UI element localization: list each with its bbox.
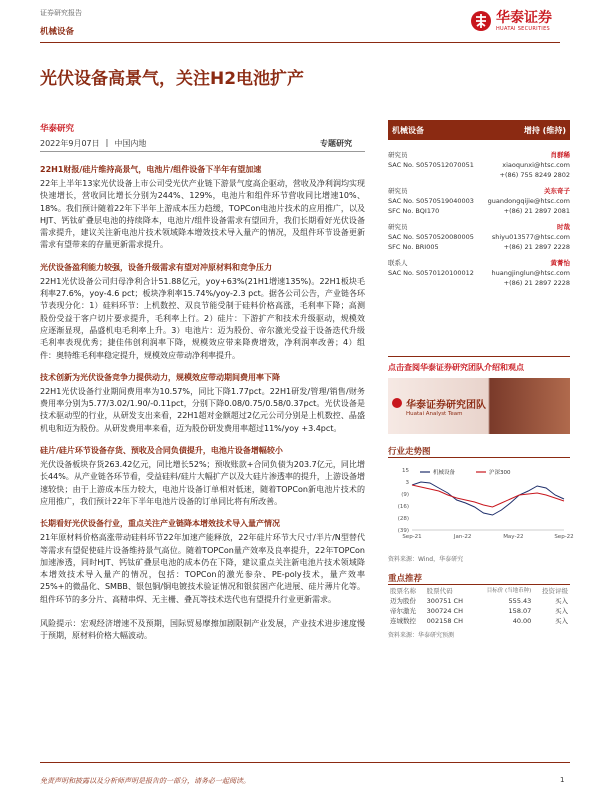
analyst-list xyxy=(388,150,570,288)
trend-divider xyxy=(388,457,570,458)
analyst-name: 黄菁怡 xyxy=(550,259,570,267)
picks-table xyxy=(388,586,570,626)
y-tick-label: 3 xyxy=(405,480,409,486)
analyst-name: 时哉 xyxy=(557,223,570,231)
picks-divider xyxy=(388,584,570,585)
section-body: 光伏设备板块存货263.42亿元，同比增长52%；预收账款+合同负债为203.7亿元，同比增长44%。从产业链各环节看，受益硅料/硅片大幅扩产以及大硅片渗透率的提升，上游设备增速较快；由于上游成本压力较大，电池片设备订单相对低迷，随着TOPCon新电池片技术的应用推广，我们预计22年下半年电池片设备的订单同比将有所改善。 xyxy=(40,460,365,506)
picks-header: 股票代码 xyxy=(426,587,453,595)
banner-title: 华泰证券研究团队 xyxy=(406,400,486,411)
stock-rating: 买入 xyxy=(555,607,568,615)
analyst-phone: +(86) 21 2897 2228 xyxy=(503,279,570,287)
x-tick-label: Sep-22 xyxy=(554,534,574,540)
picks-source: 资料来源：华泰研究预测 xyxy=(388,632,455,639)
trend-title: 行业走势图 xyxy=(388,447,431,457)
analyst-name: 关东奇子 xyxy=(544,187,570,195)
header-divider xyxy=(40,42,560,43)
banner-logo-icon xyxy=(392,398,402,408)
analyst-email[interactable]: shiyu013577@htsc.com xyxy=(491,233,570,241)
picks-header-row xyxy=(388,586,570,596)
stock-target: 158.07 xyxy=(508,607,532,615)
sector-rating: 增持 (维持) xyxy=(523,126,566,135)
date-line xyxy=(40,138,146,149)
team-banner[interactable] xyxy=(388,378,570,434)
stock-target: 40.00 xyxy=(512,617,532,625)
table-row[interactable] xyxy=(388,596,570,606)
y-tick-label: (9) xyxy=(401,492,409,498)
analyst-card xyxy=(388,150,570,180)
analyst-sfc: SFC No. BQI170 xyxy=(388,207,440,215)
company-logo xyxy=(470,10,552,32)
series-line-1 xyxy=(412,482,564,515)
footer-disclaimer: 免责声明和披露以及分析师声明是报告的一部分，请务必一起阅读。 xyxy=(40,777,250,785)
y-tick-label: (28) xyxy=(397,516,409,522)
stock-target: 555.43 xyxy=(508,597,532,605)
footer-divider xyxy=(40,762,570,763)
x-tick-label: Jan-22 xyxy=(453,534,472,540)
logo-text-cn: 华泰证券 xyxy=(496,9,552,26)
picks-header: 目标价 (当地币种) xyxy=(486,588,532,594)
y-tick-label: (39) xyxy=(397,528,409,534)
analyst-email[interactable]: xiaoqunxi@htsc.com xyxy=(502,161,570,169)
page-number: 1 xyxy=(560,776,565,784)
picks-header: 股票名称 xyxy=(390,587,416,595)
section-body: 21年原材料价格高涨带动硅料环节22年加速产能释放，22年硅片环节大尺寸/半片/N型替代等需求有望促使硅片设备维持景气高位。随着TOPCon量产效率及良率提升，22年TOPCon加速渗透，同时HJT、钙钛矿叠层电池的成本仍在下降，建议重点关注新电池片技术领域降本增效技术导入量产的情况，包括：TOPCon的激光参杂、PE-poly技术，量产效率25%+的微晶化、SMBB、银包铜/铜电镀技术验证情况和银贫困产化进展、硅片薄片化等。组件环节的多分片、高精串焊、无主栅、叠瓦等技术迭代也有望提升行业更新需求。 xyxy=(40,533,365,604)
x-tick-label: May-22 xyxy=(503,534,524,540)
table-row[interactable] xyxy=(388,606,570,616)
separator: | xyxy=(105,138,109,147)
section-3 xyxy=(40,372,365,435)
date-divider xyxy=(40,151,365,152)
analyst-email[interactable]: huangjinglun@htsc.com xyxy=(491,269,570,277)
analyst-name: 肖群稀 xyxy=(550,151,570,159)
section-1 xyxy=(40,164,365,252)
section-5 xyxy=(40,518,365,606)
huatai-logo-icon xyxy=(470,10,492,32)
section-body: 22年上半年13家光伏设备上市公司受光伏产业链下游景气度高企驱动，营收及净利润均实现快速增长，营收同比增长分别为244%、129%，电池片和组件环节营收同比增速10%、18%。我们预计随着22年下半年上游成本压力趋缓，TOPCon电池片技术的应用推广，以及HJT、钙钛矿叠层电池的持续降本，电池片/组件设备需求有望回升，我们长期看好光伏设备需求提升，建议关注新电池片技术领域降本增效技术导入量产的情况，及组件环节设备更新需求有望带来的存量更新需求提升。 xyxy=(40,179,365,250)
picks-title: 重点推荐 xyxy=(388,574,423,584)
x-tick-label: Sep-21 xyxy=(402,534,422,540)
analyst-phone: +(86) 21 2897 2081 xyxy=(503,207,570,215)
stock-name[interactable]: 帝尔激光 xyxy=(390,607,416,615)
promo-divider xyxy=(388,356,570,357)
analyst-role: 研究员 xyxy=(388,187,408,195)
y-tick-label: (16) xyxy=(397,504,409,510)
analyst-sac: SAC No. S0570519040003 xyxy=(388,197,474,205)
section-heading: 光伏设备盈利能力较强，设备升级需求有望对冲原材料和竞争压力 xyxy=(40,262,272,272)
section-body: 22H1光伏设备公司归母净利合计51.88亿元，yoy+63%(21H1增速135%)。22H1板块毛利率27.6%，yoy-4.6 pct；板块净利率15.74%/yoy-2.3 pct。据各公司公告，产业链各环节表现分化：1）硅料环节：上机数控、双良节能受制于硅料价格高涨，毛利率下降；高测股份受益于客户切片要求提升，毛利率上行。2）硅片：下游扩产和技术升级驱动，规模效应逐渐显现，晶盛机电毛利率上升。3）电池片：迈为股份、帝尔激光受益于设备迭代升级毛利率表现优秀；捷佳伟创利润率下降，规模效应带来降费增效，净利润率改善；4）组件：奥特维毛利率稳定提升，规模效应带动净利率提升。 xyxy=(40,276,365,360)
stock-code: 002158 CH xyxy=(426,617,463,625)
analyst-sac: SAC No. S0570120100012 xyxy=(388,269,474,277)
banner-subtitle: Huatai Analyst Team xyxy=(406,411,463,417)
analyst-card xyxy=(388,186,570,216)
analyst-sfc: SFC No. BRI005 xyxy=(388,243,439,251)
page-title: 光伏设备高景气，关注H2电池扩产 xyxy=(40,69,305,89)
stock-rating: 买入 xyxy=(555,617,568,625)
report-type: 证券研究报告 xyxy=(40,9,82,17)
analyst-card xyxy=(388,258,570,288)
y-tick-label: 15 xyxy=(402,468,409,474)
report-kind: 专题研究 xyxy=(320,139,352,148)
analyst-email[interactable]: guandongqijie@htsc.com xyxy=(487,197,570,205)
section-2 xyxy=(40,262,365,362)
trend-chart xyxy=(388,462,574,550)
section-body: 22H1光伏设备行业期间费用率为10.57%，同比下降1.77pct。22H1研发/管理/销售/财务费用率分别为5.77/3.02/1.90/-0.11pct，分别下降0.08/0.75/0.58/0.37pct。光伏设备是技术驱动型的行业，从研发支出来看，22H1超对金额超过2亿元公司分别是上机数控、晶盛机电和迈为股份。从研发费用率来看，迈为股份研发费用率超过11%/yoy +3.4pct。 xyxy=(40,386,365,433)
section-heading: 技术创新为光伏设备竞争力提供动力，规模效应带动期间费用率下降 xyxy=(40,372,280,382)
report-date: 2022年9月07日 xyxy=(40,139,100,148)
category-label: 机械设备 xyxy=(40,27,75,37)
picks-header: 投资评级 xyxy=(542,587,568,595)
analyst-card xyxy=(388,222,570,252)
main-column xyxy=(40,164,365,643)
section-heading: 长期看好光伏设备行业，重点关注产业链降本增效技术导入量产情况 xyxy=(40,519,280,529)
research-label: 华泰研究 xyxy=(40,124,75,134)
region: 中国内地 xyxy=(114,139,147,148)
team-promo-link[interactable]: 点击查阅华泰证券研究团队介绍和观点 xyxy=(388,363,524,372)
stock-code: 300724 CH xyxy=(426,607,463,615)
section-heading: 22H1财报/硅片维持高景气，电池片/组件设备下半年有望加速 xyxy=(40,165,262,174)
analyst-phone: +(86) 755 8249 2802 xyxy=(499,171,570,179)
legend-label: 机械设备 xyxy=(433,470,456,476)
trend-source: 资料来源：Wind，华泰研究 xyxy=(388,556,464,563)
analyst-role: 研究员 xyxy=(388,223,408,231)
logo-text-en: HUATAI SECURITIES xyxy=(496,25,550,32)
section-heading: 硅片/硅片环节设备存货、预收及合同负债提升，电池片设备增幅较小 xyxy=(40,446,283,456)
sector-header xyxy=(388,120,570,140)
stock-code: 300751 CH xyxy=(426,597,463,605)
analyst-phone: +(86) 21 2897 2228 xyxy=(503,243,570,251)
stock-rating: 买入 xyxy=(555,597,568,605)
analyst-sac: SAC No. S0570512070051 xyxy=(388,161,474,169)
analyst-role: 联系人 xyxy=(388,259,408,267)
sector-name: 机械设备 xyxy=(392,126,424,135)
section-4 xyxy=(40,445,365,508)
legend-label: 沪深300 xyxy=(489,470,511,476)
stock-name[interactable]: 连城数控 xyxy=(390,617,416,625)
series-line-2 xyxy=(412,485,564,507)
stock-name[interactable]: 迈为股份 xyxy=(390,597,416,605)
risk-warning: 风险提示：宏观经济增速不及预期，国际贸易摩擦加剧限制产业发展，产业技术进步速度慢于预期，原材料价格大幅波动。 xyxy=(40,619,365,641)
analyst-role: 研究员 xyxy=(388,151,408,159)
table-row[interactable] xyxy=(388,616,570,626)
analyst-sac: SAC No. S0570520080005 xyxy=(388,233,474,241)
